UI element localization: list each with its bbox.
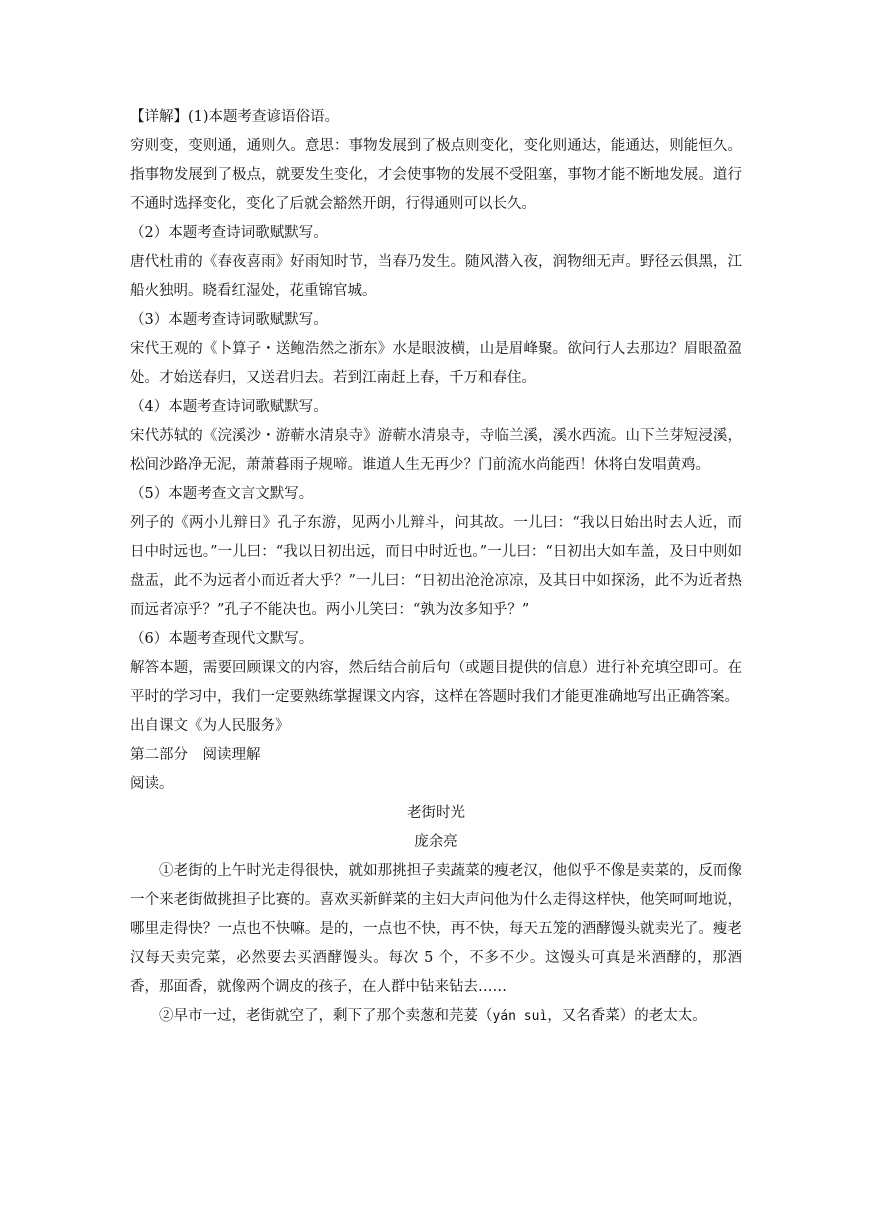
section-5-heading: （5）本题考查文言文默写。 bbox=[130, 486, 314, 502]
part-two-heading: 第二部分 阅读理解 bbox=[130, 747, 261, 763]
article-title: 老街时光 bbox=[407, 805, 465, 821]
article-author: 庞余亮 bbox=[414, 834, 458, 850]
article-paragraph-2 bbox=[130, 1002, 742, 1031]
section-4-heading: （4）本题考查诗词歌赋默写。 bbox=[130, 399, 328, 415]
section-3-text: 宋代王观的《卜算子・送鲍浩然之浙东》水是眼波横，山是眉峰聚。欲问行人去那边？眉眼盈盈处。才始送春归，又送君归去。若到江南赶上春，千万和春住。 bbox=[130, 341, 742, 386]
detail-paragraph-1 bbox=[130, 103, 742, 132]
article-paragraph-1: ①老街的上午时光走得很快，就如那挑担子卖蔬菜的瘦老汉，他似乎不像是卖菜的，反而像一个来老街做挑担子比赛的。喜欢买新鲜菜的主妇大声问他为什么走得这样快，他笑呵呵地说，哪里走得快？一点也不快嘛。是的，一点也不快，再不快，每天五笼的酒酵馒头就卖光了。瘦老汉每天卖完菜，必然要去买酒酵馒头。每次 5 个，不多不少。这馒头可真是米酒酵的，那酒香，那面香，就像两个调皮的孩子，在人群中钻来钻去…… bbox=[130, 863, 742, 995]
section-2-text: 唐代杜甫的《春夜喜雨》好雨知时节，当春乃发生。随风潜入夜，润物细无声。野径云俱黑，江船火独明。晓看红湿处，花重锦官城。 bbox=[130, 254, 742, 299]
document-body bbox=[130, 103, 742, 1031]
section-2-heading: （2）本题考查诗词歌赋默写。 bbox=[130, 225, 328, 241]
article-p2-before: ②早市一过，老街就空了，剩下了那个卖葱和芫荽（ bbox=[159, 1008, 493, 1024]
pinyin-annotation: yán suì bbox=[492, 1009, 548, 1024]
section-1-text: 穷则变，变则通，通则久。意思：事物发展到了极点则变化，变化则通达，能通达，则能恒久。指事物发展到了极点，就要发生变化，才会使事物的发展不受阻塞，事物才能不断地发展。道行不通时选择变化，变化了后就会豁然开朗，行得通则可以长久。 bbox=[130, 138, 742, 212]
section-6-heading: （6）本题考查现代文默写。 bbox=[130, 631, 314, 647]
article-p2-after: ，又名香菜）的老太太。 bbox=[547, 1008, 707, 1024]
section-3-heading: （3）本题考查诗词歌赋默写。 bbox=[130, 312, 328, 328]
section-6-text: 解答本题，需要回顾课文的内容，然后结合前后句（或题目提供的信息）进行补充填空即可。在平时的学习中，我们一定要熟练掌握课文内容，这样在答题时我们才能更准确地写出正确答案。 bbox=[130, 660, 742, 705]
section-1-heading: (1)本题考查谚语俗语。 bbox=[188, 109, 340, 125]
detail-label: 【详解】 bbox=[130, 109, 188, 125]
reading-instruction: 阅读。 bbox=[130, 776, 174, 792]
section-5-text: 列子的《两小儿辩日》孔子东游，见两小儿辩斗，问其故。一儿曰：“我以日始出时去人近，而日中时远也。”一儿曰：“我以日初出远，而日中时近也。”一儿曰：“日初出大如车盖，及日中则如盘盂，此不为远者小而近者大乎？”一儿曰：“日初出沧沧凉凉，及其日中如探汤，此不为近者热而远者凉乎？”孔子不能决也。两小儿笑曰：“孰为汝多知乎？” bbox=[130, 515, 742, 618]
source-line: 出自课文《为人民服务》 bbox=[130, 718, 290, 734]
section-4-text: 宋代苏轼的《浣溪沙・游蕲水清泉寺》游蕲水清泉寺，寺临兰溪，溪水西流。山下兰芽短浸溪，松间沙路净无泥，萧萧暮雨子规啼。谁道人生无再少？门前流水尚能西！休将白发唱黄鸡。 bbox=[130, 428, 742, 473]
